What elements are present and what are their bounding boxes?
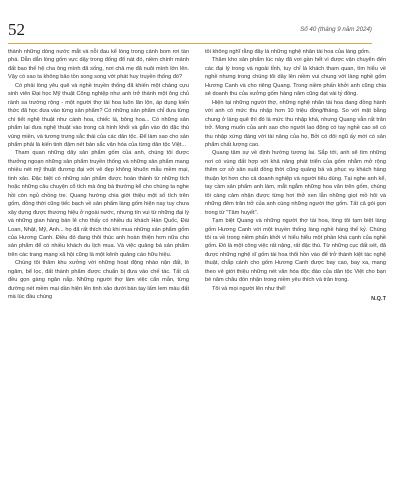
paragraph: Quang tâm sự về định hướng tương lai. Sắp tới, anh sẽ tìm những nơi có vùng đất hợp với khả năng phát triển của gốm nhằm mở rộng thêm cơ sở sản xuất đồng thời cũng quảng bá và phục vụ khách hàng thuận lợi hơn cho cả doanh nghiệp và người tiêu dùng. Tại nghe anh kể, tay cầm sản phẩm anh làm, mắt ngắm những hoa văn trên gốm, chúng tôi càng cảm nhận được từng hơi thở xen lẫn những giọt mồ hôi và những đêm trăn trở của anh cùng những người thợ gốm. Tất cả gói gọn trong từ "Tâm huyết". — [205, 150, 386, 216]
paragraph: Tham quan những dãy sản phẩm gốm của anh, chúng tôi được thưởng ngoạn những sản phẩm truyền thống và những sản phẩm mang nhiều nét mỹ thuật đương đại với vẻ đẹp không khuôn mẫu mềm mại, tinh xảo. Đặc biệt có những sản phẩm được hoàn thành từ những tích hoặc những câu chuyện cổ tích mà ông bà thường kể cho chúng ta nghe hồi còn ngủ chồng tre. Quang hướng chia giới thiệu một số tích trên gốm, đồng thời cũng tiếc bạch về sản phẩm làng gốm hiện nay tuy chưa xây dựng được thương hiệu ở ngoài nước, nhưng tín vui từ những đại lý và những gian hàng bán lẻ cho thấy có nhiều du khách Hàn Quốc, Đài Loan, Nhật, Mỹ, Anh... họ đã rất thích thú khi mua những sản phẩm gốm của Hương Canh. Điều đó đang thôi thúc anh hoàn thiện hơn nữa cho sản phẩm để có nhiều khách du lịch mua. Và việc quảng bá sản phẩm trên các trang mạng xã hội cũng là một kênh quảng cáo hữu hiệu. — [8, 150, 189, 258]
article-column-left — [8, 48, 189, 302]
paragraph: Chúng tôi thâm khu xưởng với những hoạt động nhào nặn đất, lò ngâm, bể lọc, đất thành phẩm được chuẩn bị đưa vào chế tác. Tất cả đều gọn gàng ngăn nắp. Những người thợ làm việc cẩn mẫn, từng đường nét mềm mại dần hiện lên tinh xảo dưới bàn tay lấm lem màu đất mà lúc đầu chúng — [8, 260, 189, 301]
paragraph: Có phải lòng yêu quê và nghề truyền thống đã khiến một chàng cựu sinh viên Đại học Mỹ thuật Công nghiệp như anh trở thành một ông chủ rành sa trường rộng - một người thợ tài hoa luôn lăn lộn, áp dụng kiến thức đã học đưa vào từng sản phẩm? Có những sản phẩm chỉ đưa từng chi tiết nghệ thuật như cánh hoa, chiếc lá, bông hoa... Có những sản phẩm lại đưa nghệ thuật vào trong cả hình khối và gắn vào đó đặc thù vùng miền, và tương trưng sắc thái của các dân tộc. Để làm sao cho sản phẩm phải là kiến tinh đậm nét bản sắc văn hóa của từng dân tộc Việt... — [8, 82, 189, 148]
paragraph: Hiện tại những người thợ, những nghệ nhân tài hoa đang đồng hành với anh có mức thu nhập hơn 10 triệu đồng/tháng. So với mặt bằng chung ở làng quê thì đó là mức thu nhập khá, nhưng Quang vẫn rất trăn trở. Mong muốn của anh sao cho người lao động có tay nghề cao sẽ có thu nhập xứng đáng với tài năng của họ, Bởi có đôi ngũ ấy mới có sản phẩm chất lượng cao. — [205, 99, 386, 148]
paragraph: thành những dòng nước mắt và nỗi đau kể lòng trong cảnh bom rơi tàn phá. Dẫn dắn lòng gốm vực dậy trong đống đổ nát đó, niềm chính mảnh đất bao thế hệ cha ông mình đã sống, nơi chả mẹ đã nuôi mình lớn lên. Vậy có sao ta không bảo tồn song song với phát huy truyền thống đó? — [8, 49, 189, 81]
paragraph: tôi không nghĩ rằng đây là những nghệ nhân tài hoa của làng gốm. — [205, 49, 371, 55]
article-column-right — [205, 48, 386, 304]
header-divider — [8, 43, 372, 44]
issue-label: Số 40 (tháng 9 năm 2024) — [300, 26, 372, 33]
page-number: 52 — [8, 20, 25, 39]
author-signature: N.Q.T — [371, 296, 386, 303]
paragraph: Tạm biệt Quang và những người thợ tài hoa, lòng tôi tạm biệt làng gốm Hương Canh với một truyền thống làng nghề hàng thế kỷ. Chúng tôi ra về trong niềm phấn khởi vì hiểu hiểu một phần khá cạnh của nghề gốm. Đó là một công việc rất nặng, rất đặc thù. Từ những cục đất sét, đã được những nghệ sĩ gốm tài hoa thổi hồn vào để trở thành kiệt tác nghệ thuật, chắp cánh cho gốm Hương Canh được bay cao, bay xa, mang theo vẻ giới thiệu những nét văn hóa độc đáo của dân tộc Việt cho bạn bè năm châu đón nhận trong niềm yêu thích và trân trọng. — [205, 218, 386, 284]
paragraph: Tôi và mọi người lên như thế! — [212, 285, 286, 292]
paragraph: Thăm kho sản phẩm lúc này đã vơi gần hết vì được vận chuyển đến các đại lý trong và ngoài tỉnh, tuy chỉ là khách tham quan, tìm hiểu về nghề nhưng trong chúng tôi dây lên niềm vui chung với làng nghề gốm Hương Canh và cho riêng Quang. Trong niềm phấn khởi anh cũng chia sẻ doanh thu của xưởng gốm hàng năm cũng đạt vài tỷ đồng. — [205, 57, 386, 98]
